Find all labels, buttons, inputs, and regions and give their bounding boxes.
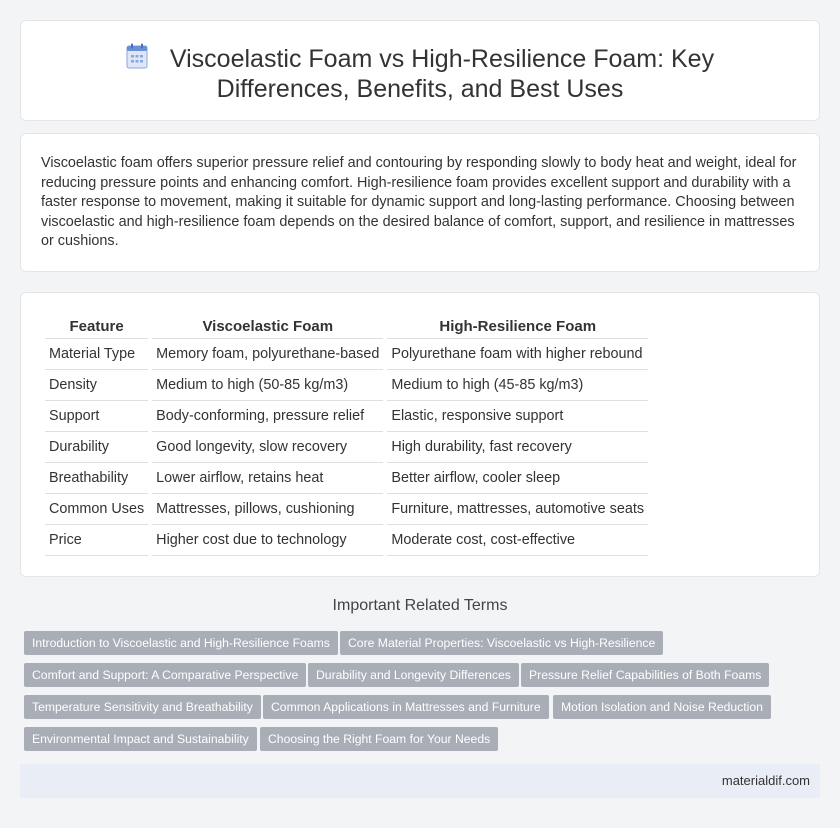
row-feature: Durability: [45, 432, 148, 463]
related-tag[interactable]: Introduction to Viscoelastic and High-Resilience Foams: [24, 631, 338, 655]
footer: [20, 764, 820, 798]
row-viscoelastic: Higher cost due to technology: [152, 525, 383, 556]
header-high-resilience: High-Resilience Foam: [387, 315, 648, 339]
related-tag[interactable]: Comfort and Support: A Comparative Perspective: [24, 663, 306, 687]
row-feature: Common Uses: [45, 494, 148, 525]
row-high-resilience: High durability, fast recovery: [387, 432, 648, 463]
intro-paragraph: Viscoelastic foam offers superior pressure relief and contouring by responding slowly to body heat and weight, ideal for reducing pressure points and enhancing comfort. High-resilience foam provides excellent support and durability with a faster response to movement, making it suitable for dynamic support and long-lasting performance. Choosing between viscoelastic and high-resilience foam depends on the desired balance of comfort, support, and resilience in mattresses or cushions.: [41, 155, 797, 250]
related-tag[interactable]: Durability and Longevity Differences: [308, 663, 519, 687]
row-viscoelastic: Good longevity, slow recovery: [152, 432, 383, 463]
related-terms-heading: Important Related Terms: [332, 597, 508, 614]
row-viscoelastic: Medium to high (50-85 kg/m3): [152, 370, 383, 401]
row-feature: Price: [45, 525, 148, 556]
related-tag[interactable]: Core Material Properties: Viscoelastic vs High-Resilience: [340, 631, 663, 655]
comparison-table-card: [20, 292, 820, 577]
row-high-resilience: Better airflow, cooler sleep: [387, 463, 648, 494]
related-tag[interactable]: Choosing the Right Foam for Your Needs: [260, 727, 498, 751]
table-row: [45, 401, 648, 432]
row-high-resilience: Polyurethane foam with higher rebound: [387, 339, 648, 370]
table-header-row: [45, 315, 648, 339]
page-title-wrap: [21, 43, 819, 104]
row-feature: Support: [45, 401, 148, 432]
related-tag[interactable]: Common Applications in Mattresses and Furniture: [263, 695, 549, 719]
related-tag[interactable]: Pressure Relief Capabilities of Both Foams: [521, 663, 769, 687]
row-high-resilience: Furniture, mattresses, automotive seats: [387, 494, 648, 525]
row-feature: Density: [45, 370, 148, 401]
comparison-table: [41, 315, 652, 556]
row-high-resilience: Medium to high (45-85 kg/m3): [387, 370, 648, 401]
table-row: [45, 432, 648, 463]
related-tag[interactable]: Motion Isolation and Noise Reduction: [553, 695, 771, 719]
title-card: [20, 20, 820, 121]
row-viscoelastic: Mattresses, pillows, cushioning: [152, 494, 383, 525]
footer-site[interactable]: materialdif.com: [721, 773, 810, 788]
related-tag[interactable]: Environmental Impact and Sustainability: [24, 727, 257, 751]
row-high-resilience: Moderate cost, cost-effective: [387, 525, 648, 556]
table-row: [45, 370, 648, 401]
table-row: [45, 494, 648, 525]
table-row: [45, 463, 648, 494]
table-row: [45, 339, 648, 370]
row-feature: Material Type: [45, 339, 148, 370]
row-high-resilience: Elastic, responsive support: [387, 401, 648, 432]
row-viscoelastic: Memory foam, polyurethane-based: [152, 339, 383, 370]
row-viscoelastic: Lower airflow, retains heat: [152, 463, 383, 494]
header-feature: Feature: [45, 315, 148, 339]
intro-card: [20, 133, 820, 272]
table-row: [45, 525, 648, 556]
page-title: Viscoelastic Foam vs High-Resilience Foam: Key Differences, Benefits, and Best Uses: [169, 45, 715, 103]
row-viscoelastic: Body-conforming, pressure relief: [152, 401, 383, 432]
row-feature: Breathability: [45, 463, 148, 494]
related-tag[interactable]: Temperature Sensitivity and Breathability: [24, 695, 261, 719]
header-viscoelastic: Viscoelastic Foam: [152, 315, 383, 339]
document-icon: [126, 43, 148, 69]
